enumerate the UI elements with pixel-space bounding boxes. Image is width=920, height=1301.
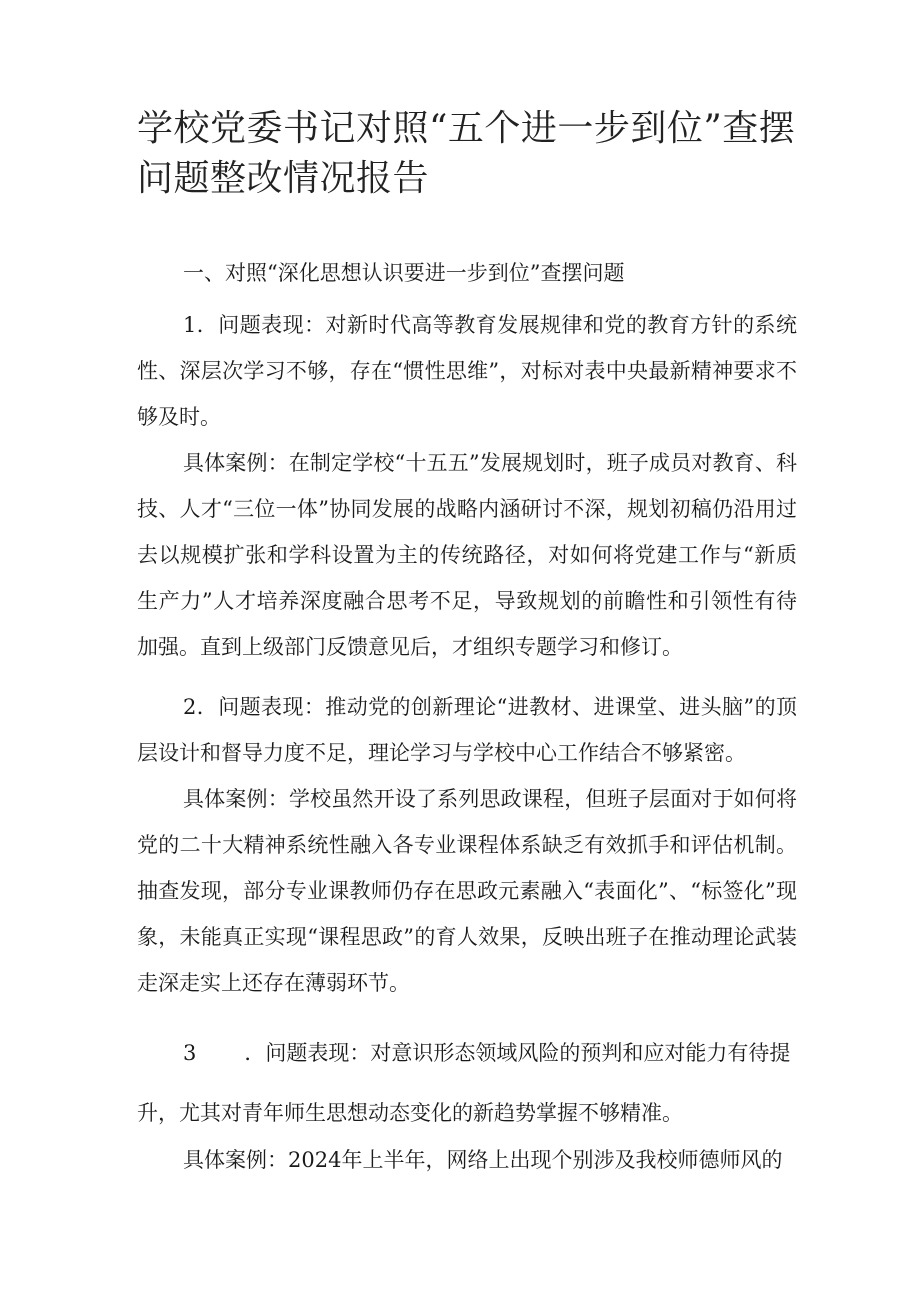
document-title	[137, 104, 817, 204]
item-3-line-1: ．问题表现：对意识形态领域风险的预判和应对能力有待提	[244, 1041, 791, 1065]
item-3-number: 3	[183, 1041, 197, 1065]
case-paragraph-1: 具体案例：在制定学校“十五五”发展规划时，班子成员对教育、科技、人才“三位一体”协同发展的战略内涵研讨不深，规划初稿仍沿用过去以规模扩张和学科设置为主的传统路径，对如何将党建工作与“新质生产力”人才培养深度融合思考不足，导致规划的前瞻性和引领性有待加强。直到上级部门反馈意见后，才组织专题学习和修订。	[137, 451, 797, 659]
title-line-2: 问题整改情况报告	[137, 158, 430, 199]
problem-item-3	[183, 1030, 790, 1076]
section-heading: 一、对照“深化思想认识要进一步到位”查摆问题	[183, 261, 625, 285]
problem-item-2: 2．问题表现：推动党的创新理论“进教材、进课堂、进头脑”的顶层设计和督导力度不足，理论学习与学校中心工作结合不够紧密。	[137, 695, 797, 765]
problem-item-1: 1．问题表现：对新时代高等教育发展规律和党的教育方针的系统性、深层次学习不够，存在“惯性思维”，对标对表中央最新精神要求不够及时。	[137, 313, 797, 429]
title-line-1: 学校党委书记对照“五个进一步到位”查摆	[137, 108, 796, 149]
case-paragraph-3: 具体案例：2024年上半年，网络上出现个别涉及我校师德师风的	[183, 1148, 783, 1172]
case-paragraph-2: 具体案例：学校虽然开设了系列思政课程，但班子层面对于如何将党的二十大精神系统性融入各专业课程体系缺乏有效抓手和评估机制。抽查发现，部分专业课教师仍存在思政元素融入“表面化”、“标签化”现象，未能真正实现“课程思政”的育人效果，反映出班子在推动理论武装走深走实上还存在薄弱环节。	[137, 787, 797, 995]
problem-item-3-continued: 升，尤其对青年师生思想动态变化的新趋势掌握不够精准。	[137, 1101, 683, 1125]
